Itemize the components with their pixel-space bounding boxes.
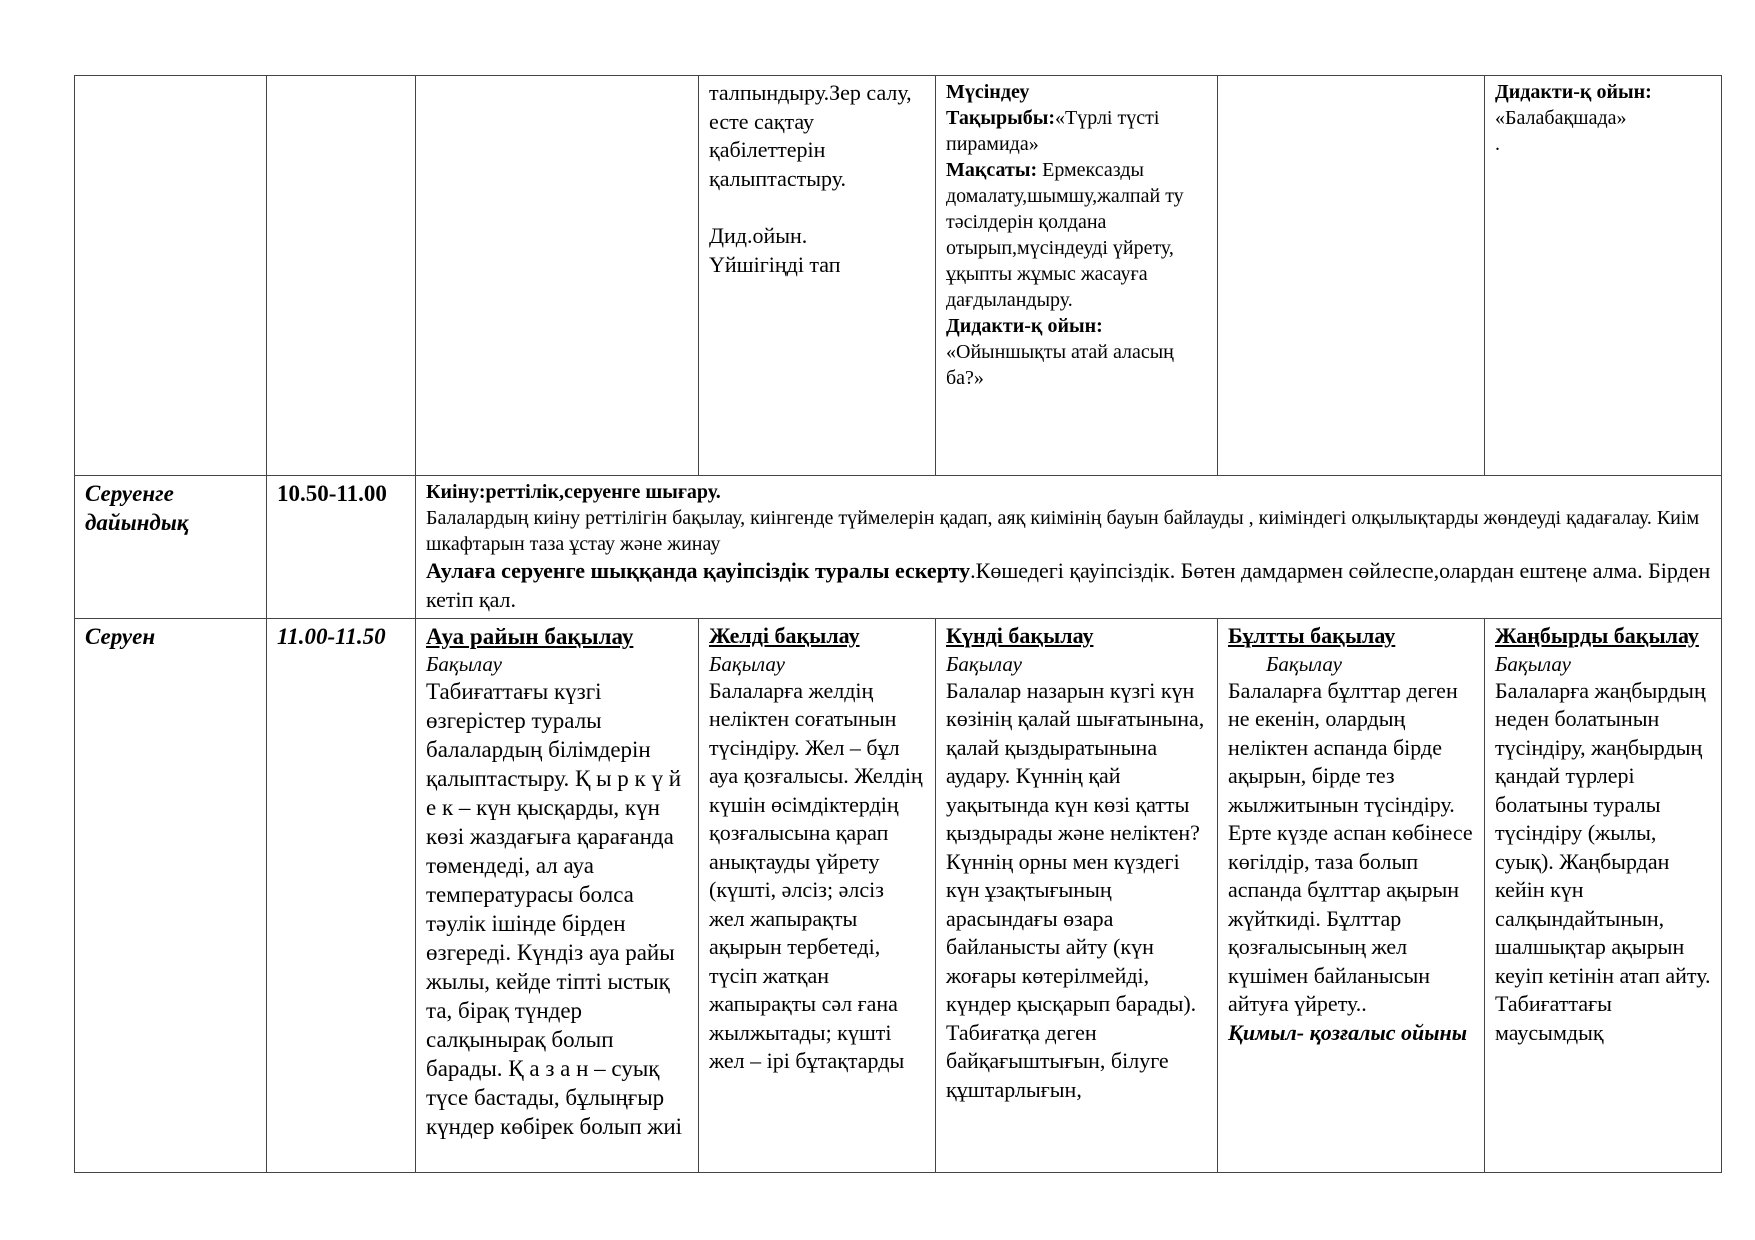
day5-cell bbox=[1485, 76, 1722, 476]
day1-cell-empty bbox=[416, 76, 699, 476]
observation-label: Бақылау bbox=[709, 651, 785, 676]
observation-title: Бұлтты бақылау bbox=[1228, 623, 1396, 648]
topic-label: Тақырыбы: bbox=[946, 107, 1055, 129]
observation-label: Бақылау bbox=[426, 652, 502, 676]
preparation-cell bbox=[416, 476, 1722, 619]
observation-label: Бақылау bbox=[946, 651, 1022, 676]
time-cell-empty bbox=[267, 76, 416, 476]
observation-title: Жаңбырды бақылау bbox=[1495, 623, 1699, 648]
day3-walk-cell bbox=[936, 619, 1218, 1173]
observation-text: Табиғаттағы күзгі өзгерістер туралы балалардың білімдерін қалыптастыру. Қ ы р к ү й е к – күн қысқарды, күн көзі жаздағыға қарағанда төмендеді, ал ауа температурасы болса тәулік ішінде бірден өзгереді. Күндіз ауа райы жылы, кейде тіпті ыстық та, бірақ түндер салқынырақ болып барады. Қ а з а н – суық түсе бастады, бұлыңғыр күндер көбірек болып жиі bbox=[426, 679, 683, 1139]
goal-label: Мақсаты: bbox=[946, 159, 1038, 181]
day2-game: Үйшігіңді тап bbox=[709, 251, 841, 277]
observation-title: Күнді бақылау bbox=[946, 623, 1094, 648]
observation-text: Балаларға желдің неліктен соғатынын түсіндіру. Жел – бұл ауа қозғалысы. Желдің күшін өсімдіктердің қозғалысына қарап анықтауды үйрету (күшті, әлсіз; әлсіз жел жапырақты ақырын тербетеді, түсіп жатқан жапырақты сәл ғана жылжытады; күшті жел – ірі бұтақтарды bbox=[709, 677, 923, 1073]
observation-text: Балаларға бұлттар деген не екенін, олардың неліктен аспанда бірде ақырын, бірде тез жылжитынын түсіндіру. Ерте күзде аспан көбінесе көгілдір, таза болып аспанда бұлттар ақырын жүйткиді. Бұлттар қозғалысының жел күшімен байланысын айтуға үйрету.. bbox=[1228, 677, 1473, 1016]
time-cell: 10.50-11.00 bbox=[267, 476, 416, 619]
safety-warning: Аулаға серуенге шыққанда қауіпсіздік туралы ескерту bbox=[426, 558, 971, 583]
day2-game-label: Дид.ойын. bbox=[709, 223, 808, 248]
plan-table bbox=[74, 75, 1722, 1173]
day4-walk-cell bbox=[1218, 619, 1485, 1173]
observation-text: Балалар назарын күзгі күн көзінің қалай шығатынына, қалай қыздыратынына аудару. Күннің қай уақытында күн көзі қатты қыздырады және неліктен? Күннің орны мен күздегі күн ұзақтығының арасындағы өзара байланысты айту (күн жоғары көтерілмейді, күндер қысқарып барады). Табиғатқа деген байқағыштығын, білуге құштарлығын, bbox=[946, 677, 1205, 1102]
day5-dot: . bbox=[1495, 133, 1500, 155]
walk-preparation-row bbox=[75, 476, 1722, 619]
dressing-text: Балалардың киіну реттілігін бақылау, киінгенде түймелерін қадап, аяқ киімінің бауын байлауды , киіміндегі олқылықтарды жөндеуді қадағалау. Киім шкафтарын таза ұстау және жинау bbox=[426, 507, 1700, 555]
day2-text: талпындыру.Зер салу, есте сақтау қабілеттерін қалыптастыру. bbox=[709, 80, 912, 191]
continuation-row bbox=[75, 76, 1722, 476]
observation-label: Бақылау bbox=[1266, 651, 1342, 676]
day2-cell bbox=[699, 76, 936, 476]
dressing-title: Киіну:реттілік,серуенге шығару. bbox=[426, 481, 721, 503]
time-cell: 11.00-11.50 bbox=[267, 619, 416, 1173]
regime-cell-empty bbox=[75, 76, 267, 476]
day5-walk-cell bbox=[1485, 619, 1722, 1173]
day2-walk-cell bbox=[699, 619, 936, 1173]
regime-cell: Серуенге дайындық bbox=[75, 476, 267, 619]
observation-title: Желді бақылау bbox=[709, 623, 860, 648]
observation-text: Балаларға жаңбырдың неден болатынын түсіндіру, жаңбырдың қандай түрлері болатыны туралы түсіндіру (жылы, суық). Жаңбырдан кейін күн салқындайтынын, шалшықтар ақырын кеуіп кетінін атап айту. Табиғаттағы маусымдық bbox=[1495, 677, 1711, 1045]
day3-cell bbox=[936, 76, 1218, 476]
day5-game-label: Дидакти-қ ойын: bbox=[1495, 81, 1652, 103]
modeling-title: Мүсіндеу bbox=[946, 81, 1030, 103]
goal-text: Ермексазды домалату,шымшу,жалпай ту тәсілдерін қолдана отырып,мүсіндеуді үйрету, ұқыпты жұмыс жасауға дағдыландыру. bbox=[946, 159, 1184, 311]
regime-cell: Серуен bbox=[75, 619, 267, 1173]
day4-cell-empty bbox=[1218, 76, 1485, 476]
didactic-game-name: «Ойыншықты атай аласың ба?» bbox=[946, 341, 1174, 389]
movement-game-label: Қимыл- қозғалыс ойыны bbox=[1228, 1019, 1467, 1045]
observation-label: Бақылау bbox=[1495, 651, 1571, 676]
topic-text: «Түрлі түсті пирамида» bbox=[946, 107, 1160, 155]
walk-row bbox=[75, 619, 1722, 1173]
didactic-game-label: Дидакти-қ ойын: bbox=[946, 315, 1103, 337]
observation-title: Ауа райын бақылау bbox=[426, 624, 634, 649]
safety-text: .Көшедегі қауіпсіздік. Бөтен дамдармен сөйлеспе,олардан ештеңе алма. Бірден кетіп қал. bbox=[426, 558, 1711, 612]
day5-game-name: «Балабақшада» bbox=[1495, 107, 1627, 129]
day1-walk-cell bbox=[416, 619, 699, 1173]
